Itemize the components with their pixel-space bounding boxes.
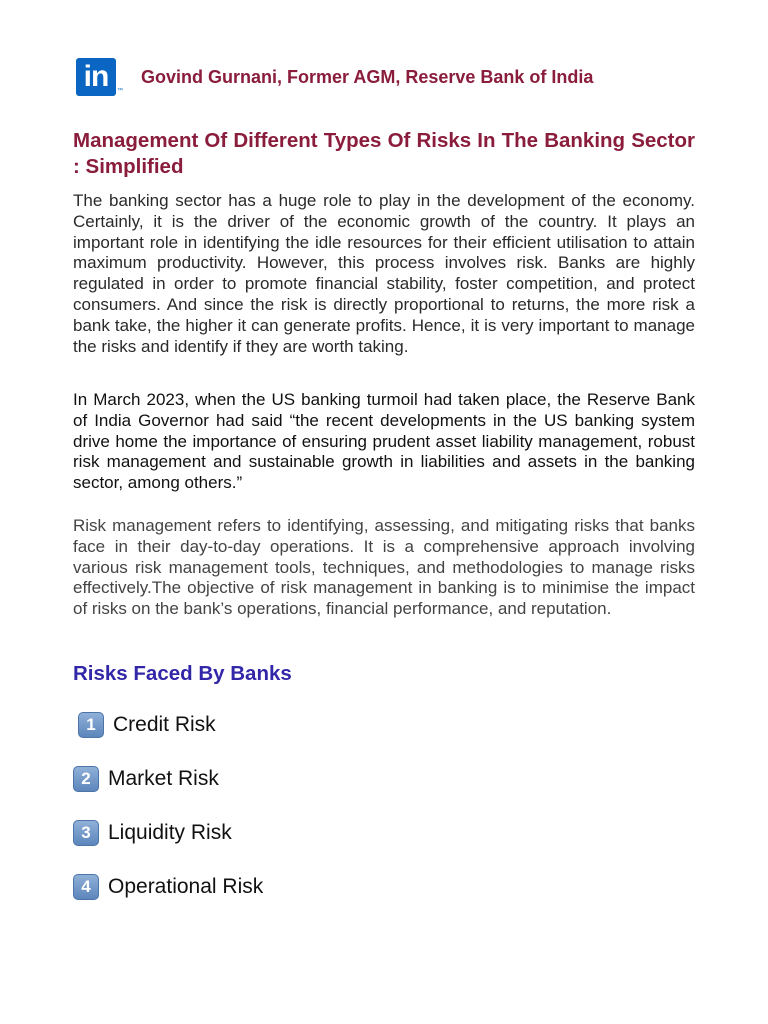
logo-text: in: [83, 60, 109, 93]
author-line: Govind Gurnani, Former AGM, Reserve Bank of India: [141, 66, 594, 87]
risk-label: Operational Risk: [108, 875, 264, 898]
linkedin-logo-icon: [76, 58, 116, 96]
risk-label: Market Risk: [108, 767, 219, 790]
header: [76, 57, 593, 97]
risk-label: Liquidity Risk: [108, 821, 232, 844]
paragraph-intro: The banking sector has a huge role to play in the development of the economy. Certainly, it is the driver of the economic growth of the country. It plays an important role in identifying the idle resources for their efficient utilisation to attain maximum productivity. However, this process involves risk. Banks are highly regulated in order to promote financial stability, foster competition, and protect consumers. And since the risk is directly proportional to returns, the more risk a bank take, the higher it can generate profits. Hence, it is very important to manage the risks and identify if they are worth taking.: [73, 191, 695, 356]
article-title: Management Of Different Types Of Risks In The Banking Sector : Simplified: [73, 129, 695, 178]
keycap-1-icon: 1: [78, 712, 104, 738]
keycap-4-icon: 4: [73, 874, 99, 900]
keycap-2-icon: 2: [73, 766, 99, 792]
risk-item-liquidity: [73, 820, 232, 846]
risk-item-market: [73, 766, 219, 792]
risk-item-operational: [73, 874, 263, 900]
risk-label: Credit Risk: [113, 713, 216, 736]
trademark-mark: ™: [117, 88, 123, 94]
paragraph-quote: In March 2023, when the US banking turmoil had taken place, the Reserve Bank of India Governor had said “the recent developments in the US banking system drive home the importance of ensuring prudent asset liability management, robust risk management and sustainable growth in liabilities and assets in the banking sector, among others.”: [73, 390, 695, 493]
risk-item-credit: [78, 712, 216, 738]
paragraph-definition: Risk management refers to identifying, assessing, and mitigating risks that banks face in their day-to-day operations. It is a comprehensive approach involving various risk management tools, techniques, and methodologies to manage risks effectively.The objective of risk management in banking is to minimise the impact of risks on the bank’s operations, financial performance, and reputation.: [73, 516, 695, 619]
section-title: Risks Faced By Banks: [73, 662, 292, 685]
keycap-3-icon: 3: [73, 820, 99, 846]
